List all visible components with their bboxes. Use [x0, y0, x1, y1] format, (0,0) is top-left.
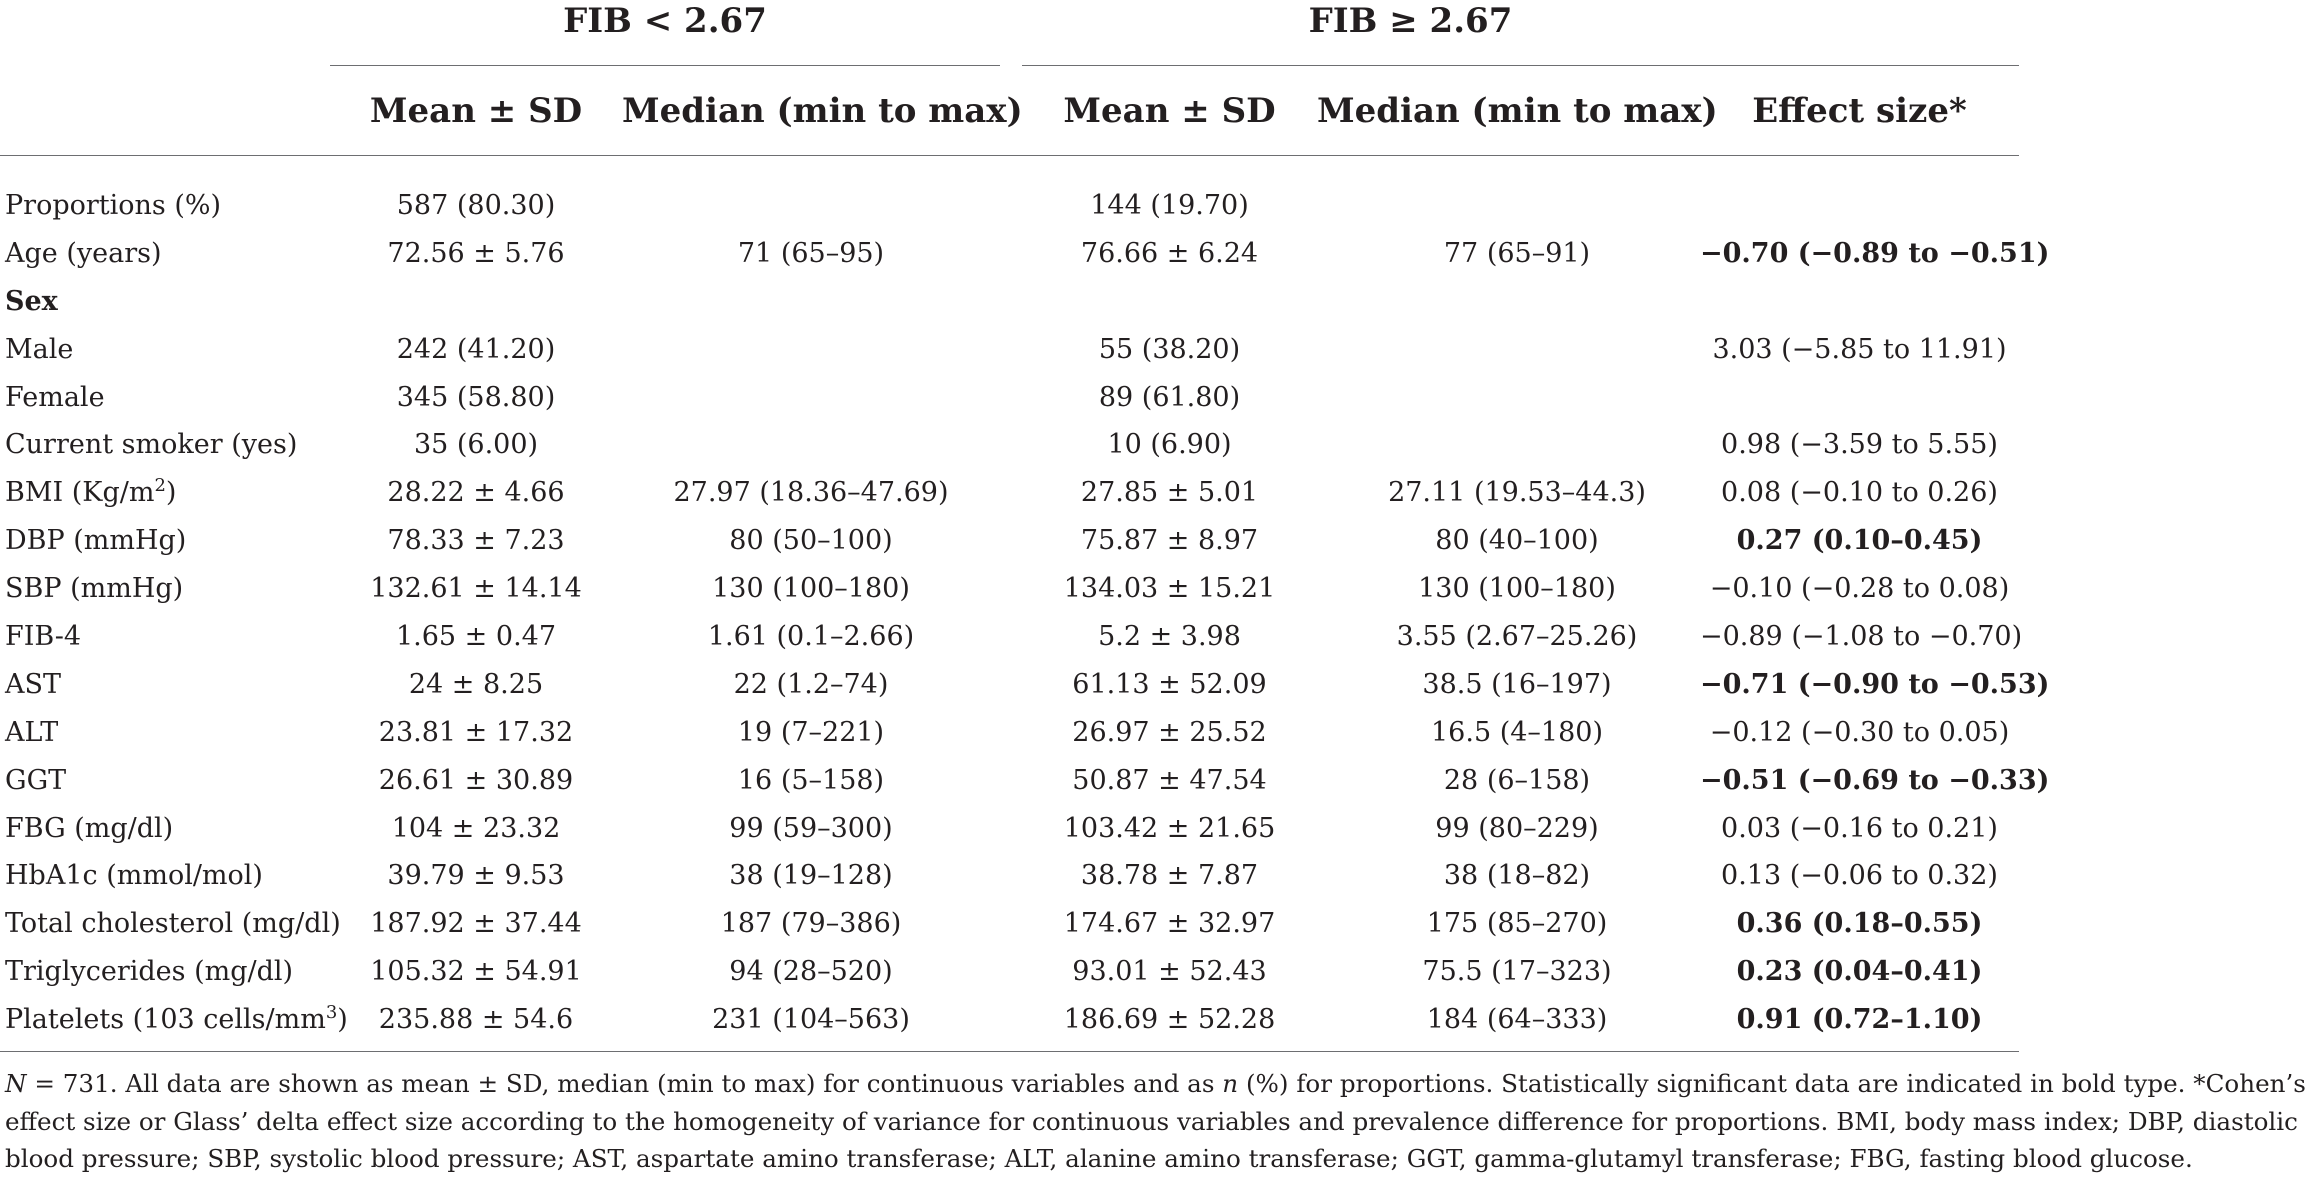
table-cell: 27.97 (18.36–47.69) [673, 477, 949, 509]
table-cell: 39.79 ± 9.53 [387, 860, 565, 892]
table-cell: 16.5 (4–180) [1431, 716, 1603, 748]
table-row [0, 805, 2019, 853]
table-cell: 587 (80.30) [396, 190, 556, 221]
header-rule [0, 155, 2019, 156]
table-cell: 174.67 ± 32.97 [1063, 908, 1276, 940]
table-cell [622, 182, 1000, 230]
table-cell [1700, 374, 2019, 422]
table-cell: 75.87 ± 8.97 [1080, 525, 1259, 557]
table-cell: 235.88 ± 54.6 [378, 1004, 574, 1036]
table-cell: 0.98 (−3.59 to 5.55) [1721, 429, 1998, 461]
column-header-median-high: Median (min to max) [1317, 91, 1718, 131]
table-cell [1317, 278, 1717, 326]
table-row [0, 852, 2019, 900]
table-cell: 104 ± 23.32 [391, 812, 561, 844]
table-cell: 76.66 ± 6.24 [1080, 237, 1259, 269]
table-cell [330, 278, 622, 326]
row-label: Current smoker (yes) [5, 429, 298, 461]
table-cell: 130 (100–180) [712, 573, 910, 605]
table-footnote [5, 1065, 2306, 1178]
table-cell [1317, 421, 1717, 469]
table-cell: 93.01 ± 52.43 [1072, 956, 1267, 988]
table-cell: 55 (38.20) [1098, 333, 1241, 365]
table-cell: 38 (19–128) [729, 860, 893, 892]
table-cell: −0.10 (−0.28 to 0.08) [1709, 573, 2010, 605]
table-cell: 242 (41.20) [396, 333, 556, 365]
table-cell: 1.61 (0.1–2.66) [707, 621, 915, 653]
row-label: BMI $(Kg/m^2)$ [5, 475, 177, 509]
column-header-mean-sd-high: Mean ± SD [1063, 91, 1276, 131]
table-row [0, 996, 2019, 1044]
table-cell [622, 278, 1000, 326]
table-cell: 38.5 (16–197) [1422, 668, 1612, 700]
table-row [0, 948, 2019, 996]
table-row [0, 565, 2019, 613]
table-cell: 38.78 ± 7.87 [1080, 860, 1259, 892]
row-label: ALT [5, 716, 59, 748]
table-row [0, 469, 2019, 517]
footnote-line-2: effect size or Glass’ delta effect size according to the homogeneity of variance for continuous variables and prevalence difference for proportions. BMI, body mass index; DBP, diastolic [5, 1106, 2298, 1136]
group-underline-fib-low [330, 65, 1000, 66]
row-label: Sex [5, 285, 58, 317]
table-cell: 50.87 ± 47.54 [1072, 764, 1267, 796]
table-cell [622, 374, 1000, 422]
table-cell: −0.12 (−0.30 to 0.05) [1709, 716, 2010, 748]
table-cell: 0.03 (−0.16 to 0.21) [1721, 812, 1998, 844]
column-header-median-low: Median (min to max) [622, 91, 1023, 131]
table-cell: 0.36 (0.18–0.55) [1736, 908, 1983, 940]
table-cell: 0.27 (0.10–0.45) [1736, 525, 1983, 557]
table-cell: 78.33 ± 7.23 [387, 525, 565, 557]
row-label: FBG (mg/dl) [5, 812, 174, 844]
row-label: Female [5, 381, 105, 413]
table-cell: 77 (65–91) [1443, 237, 1591, 269]
table-cell: 175 (85–270) [1426, 908, 1608, 940]
table-cell [1317, 326, 1717, 374]
table-row [0, 182, 2019, 230]
footnote-line-3: blood pressure; SBP, systolic blood pressure; AST, aspartate amino transferase; ALT, alanine amino transferase; GGT, gamma-glutamyl transferase; FBG, fasting blood glucose. [5, 1144, 2193, 1173]
table-cell [1700, 278, 2019, 326]
row-label: Triglycerides (mg/dl) [5, 956, 294, 988]
row-label: Proportions (%) [5, 190, 222, 221]
row-label: Platelets (103 cells/$mm^3$) [5, 1002, 348, 1036]
table-cell: 134.03 ± 15.21 [1063, 573, 1276, 605]
table-row [0, 757, 2050, 805]
table-cell: 187.92 ± 37.44 [370, 908, 582, 940]
row-label: Total cholesterol (mg/dl) [5, 908, 341, 940]
table-cell: 28.22 ± 4.66 [387, 477, 565, 509]
table-cell: −0.71 (−0.90 to −0.53) [1700, 668, 2050, 700]
table-cell: 184 (64–333) [1426, 1004, 1608, 1036]
table-cell [622, 421, 1000, 469]
table-cell [1700, 182, 2019, 230]
table-cell: 132.61 ± 14.14 [370, 573, 582, 605]
row-label: DBP (mmHg) [5, 525, 187, 557]
footnote-line-1: N = 731. All data are shown as mean ± SD, median (min to max) for continuous variables and as n (%) for proportions. Statistically significant data are indicated in bold type. *Cohen’s [5, 1069, 2306, 1098]
table-cell: 28 (6–158) [1443, 764, 1591, 796]
table-cell: 94 (28–520) [729, 956, 893, 988]
table-cell [1022, 278, 1317, 326]
row-label: GGT [5, 764, 67, 796]
table-row [0, 230, 2050, 278]
table-cell [1317, 374, 1717, 422]
table-cell: 99 (59–300) [729, 812, 893, 844]
table-row [0, 421, 2019, 469]
row-label: AST [5, 668, 62, 700]
table-cell: 105.32 ± 54.91 [370, 956, 582, 988]
table-cell: 1.65 ± 0.47 [395, 621, 557, 653]
table-cell: 345 (58.80) [396, 381, 556, 413]
table-cell: 0.08 (−0.10 to 0.26) [1721, 477, 1998, 509]
group-underline-fib-high [1022, 65, 2019, 66]
table-cell [1317, 182, 1717, 230]
group-header-fib-low: FIB < 2.67 [563, 1, 767, 41]
table-cell: 3.03 (−5.85 to 11.91) [1712, 333, 2007, 365]
table-cell: −0.70 (−0.89 to −0.51) [1700, 237, 2050, 269]
table-cell: 35 (6.00) [413, 429, 539, 461]
table-cell: 27.11 (19.53–44.3) [1388, 477, 1646, 509]
table-cell: 27.85 ± 5.01 [1080, 477, 1259, 509]
table-cell: −0.51 (−0.69 to −0.33) [1700, 764, 2050, 796]
table-row [0, 517, 2019, 565]
row-label: HbA1c (mmol/mol) [5, 860, 263, 892]
table-cell: 231 (104–563) [712, 1004, 910, 1036]
table-row [0, 661, 2050, 709]
row-label: FIB-4 [5, 621, 82, 653]
table-row [0, 900, 2019, 948]
table-cell: 0.23 (0.04–0.41) [1736, 956, 1983, 988]
table-cell: 0.91 (0.72–1.10) [1736, 1004, 1983, 1036]
table-row [0, 709, 2019, 757]
table-cell: 75.5 (17–323) [1422, 956, 1612, 988]
table-body [0, 182, 2050, 1044]
table-cell: 0.13 (−0.06 to 0.32) [1721, 860, 1998, 892]
table-cell: 80 (40–100) [1435, 525, 1599, 557]
table-cell: 80 (50–100) [729, 525, 893, 557]
table-cell: 144 (19.70) [1090, 190, 1249, 221]
table-cell: 89 (61.80) [1098, 381, 1241, 413]
table-cell: 26.61 ± 30.89 [378, 764, 574, 796]
table-cell: 71 (65–95) [737, 237, 885, 269]
table-cell: 38 (18–82) [1443, 860, 1591, 892]
table-cell: 3.55 (2.67–25.26) [1396, 621, 1638, 653]
column-header-effect-size: Effect size* [1752, 91, 1967, 131]
table-cell: 99 (80–229) [1435, 812, 1599, 844]
row-label: Male [5, 333, 74, 365]
table-cell: 22 (1.2–74) [733, 668, 889, 700]
table-cell: −0.89 (−1.08 to −0.70) [1700, 621, 2023, 653]
table-cell: 186.69 ± 52.28 [1063, 1004, 1276, 1036]
row-label: SBP (mmHg) [5, 573, 184, 605]
table-cell: 61.13 ± 52.09 [1072, 668, 1267, 700]
group-header-fib-high: FIB ≥ 2.67 [1308, 1, 1513, 41]
table-row [0, 374, 2019, 422]
table-cell: 5.2 ± 3.98 [1098, 621, 1241, 653]
table-cell: 19 (7–221) [737, 716, 885, 748]
table-cell: 130 (100–180) [1418, 573, 1616, 605]
table-row [0, 613, 2023, 661]
table-row [0, 278, 2019, 326]
table-cell: 187 (79–386) [720, 908, 902, 940]
table-cell: 103.42 ± 21.65 [1063, 812, 1276, 844]
row-label: Age (years) [5, 237, 162, 269]
table-cell: 10 (6.90) [1107, 429, 1232, 461]
table-cell [622, 326, 1000, 374]
table-cell: 23.81 ± 17.32 [378, 716, 574, 748]
table-cell: 24 ± 8.25 [408, 668, 544, 700]
bottom-rule [0, 1051, 2019, 1052]
column-header-mean-sd-low: Mean ± SD [369, 91, 583, 131]
table-cell: 16 (5–158) [737, 764, 885, 796]
table-cell: 72.56 ± 5.76 [387, 237, 565, 269]
table-row [0, 326, 2019, 374]
table-cell: 26.97 ± 25.52 [1072, 716, 1267, 748]
